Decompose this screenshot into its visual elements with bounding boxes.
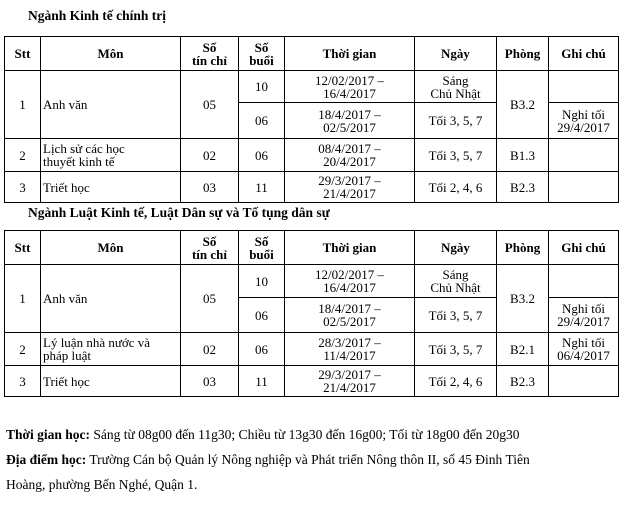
cell-mon: Lịch sử các học thuyết kinh tế — [41, 139, 181, 172]
cell-tin-chi: 02 — [181, 139, 239, 172]
header-stt: Stt — [5, 37, 41, 71]
cell-ghi-chu: Nghỉ tối 29/4/2017 — [549, 298, 619, 333]
cell-ngay: Tối 2, 4, 6 — [415, 366, 497, 397]
cell-ghi-chu — [549, 172, 619, 203]
header-thoi-gian: Thời gian — [285, 37, 415, 71]
header-ngay: Ngày — [415, 231, 497, 265]
study-time-label: Thời gian học: — [6, 427, 90, 442]
cell-stt: 1 — [5, 265, 41, 333]
cell-thoi-gian: 18/4/2017 – 02/5/2017 — [285, 298, 415, 333]
cell-ghi-chu — [549, 265, 619, 298]
cell-ngay: Tối 3, 5, 7 — [415, 333, 497, 366]
table-row — [5, 333, 619, 366]
cell-phong: B2.3 — [497, 366, 549, 397]
cell-mon: Anh văn — [41, 265, 181, 333]
header-so-buoi: Số buổi — [239, 37, 285, 71]
cell-stt: 2 — [5, 333, 41, 366]
cell-stt: 2 — [5, 139, 41, 172]
table-row — [5, 265, 619, 298]
cell-phong: B2.1 — [497, 333, 549, 366]
header-row — [5, 231, 619, 265]
cell-mon: Lý luận nhà nước và pháp luật — [41, 333, 181, 366]
cell-phong: B1.3 — [497, 139, 549, 172]
study-place-label: Địa điểm học: — [6, 452, 87, 467]
cell-stt: 3 — [5, 366, 41, 397]
study-place-line — [6, 447, 618, 472]
cell-so-buoi: 10 — [239, 71, 285, 103]
cell-thoi-gian: 12/02/2017 – 16/4/2017 — [285, 71, 415, 103]
cell-ngay: Tối 2, 4, 6 — [415, 172, 497, 203]
header-ghi-chu: Ghi chú — [549, 231, 619, 265]
cell-ghi-chu — [549, 139, 619, 172]
cell-thoi-gian: 29/3/2017 – 21/4/2017 — [285, 366, 415, 397]
header-ngay: Ngày — [415, 37, 497, 71]
header-mon: Môn — [41, 231, 181, 265]
cell-phong: B3.2 — [497, 71, 549, 139]
cell-so-buoi: 10 — [239, 265, 285, 298]
cell-tin-chi: 03 — [181, 366, 239, 397]
study-time-line — [6, 422, 618, 447]
cell-phong: B3.2 — [497, 265, 549, 333]
header-thoi-gian: Thời gian — [285, 231, 415, 265]
cell-stt: 3 — [5, 172, 41, 203]
cell-ngay: Tối 3, 5, 7 — [415, 298, 497, 333]
section-title-luat-kinh-te: Ngành Luật Kinh tế, Luật Dân sự và Tố tụng dân sự — [28, 205, 330, 220]
schedule-table-kinh-te-chinh-tri — [4, 36, 619, 203]
cell-ngay: Tối 3, 5, 7 — [415, 139, 497, 172]
cell-tin-chi: 05 — [181, 71, 239, 139]
cell-ngay: Sáng Chủ Nhật — [415, 71, 497, 103]
cell-thoi-gian: 29/3/2017 – 21/4/2017 — [285, 172, 415, 203]
cell-so-buoi: 11 — [239, 172, 285, 203]
study-time-text: Sáng từ 08g00 đến 11g30; Chiều từ 13g30 đến 16g00; Tối từ 18g00 đến 20g30 — [90, 427, 520, 442]
cell-tin-chi: 05 — [181, 265, 239, 333]
cell-mon: Anh văn — [41, 71, 181, 139]
cell-thoi-gian: 08/4/2017 – 20/4/2017 — [285, 139, 415, 172]
cell-so-buoi: 06 — [239, 103, 285, 139]
footer-info — [6, 422, 618, 497]
cell-thoi-gian: 18/4/2017 – 02/5/2017 — [285, 103, 415, 139]
study-place-line-2: Hoàng, phường Bến Nghé, Quận 1. — [6, 477, 198, 492]
header-mon: Môn — [41, 37, 181, 71]
cell-so-buoi: 06 — [239, 333, 285, 366]
header-phong: Phòng — [497, 231, 549, 265]
header-ghi-chu: Ghi chú — [549, 37, 619, 71]
header-so-tin-chi: Số tín chỉ — [181, 37, 239, 71]
cell-mon: Triết học — [41, 366, 181, 397]
cell-so-buoi: 06 — [239, 139, 285, 172]
study-place-text: Trường Cán bộ Quản lý Nông nghiệp và Phát triển Nông thôn II, số 45 Đinh Tiên — [86, 452, 530, 467]
header-phong: Phòng — [497, 37, 549, 71]
table-row — [5, 71, 619, 103]
schedule-table-luat-kinh-te — [4, 230, 619, 397]
cell-phong: B2.3 — [497, 172, 549, 203]
cell-ngay: Sáng Chủ Nhật — [415, 265, 497, 298]
cell-ghi-chu: Nghỉ tối 06/4/2017 — [549, 333, 619, 366]
cell-ghi-chu — [549, 71, 619, 103]
header-row — [5, 37, 619, 71]
cell-ghi-chu — [549, 366, 619, 397]
cell-tin-chi: 03 — [181, 172, 239, 203]
cell-ghi-chu: Nghỉ tối 29/4/2017 — [549, 103, 619, 139]
table-row — [5, 139, 619, 172]
cell-thoi-gian: 12/02/2017 – 16/4/2017 — [285, 265, 415, 298]
cell-thoi-gian: 28/3/2017 – 11/4/2017 — [285, 333, 415, 366]
table-row — [5, 172, 619, 203]
cell-mon: Triết học — [41, 172, 181, 203]
header-so-buoi: Số buổi — [239, 231, 285, 265]
cell-so-buoi: 06 — [239, 298, 285, 333]
cell-tin-chi: 02 — [181, 333, 239, 366]
table-row — [5, 366, 619, 397]
cell-ngay: Tối 3, 5, 7 — [415, 103, 497, 139]
header-so-tin-chi: Số tín chỉ — [181, 231, 239, 265]
section-title-kinh-te-chinh-tri: Ngành Kinh tế chính trị — [28, 8, 167, 23]
header-stt: Stt — [5, 231, 41, 265]
cell-so-buoi: 11 — [239, 366, 285, 397]
cell-stt: 1 — [5, 71, 41, 139]
